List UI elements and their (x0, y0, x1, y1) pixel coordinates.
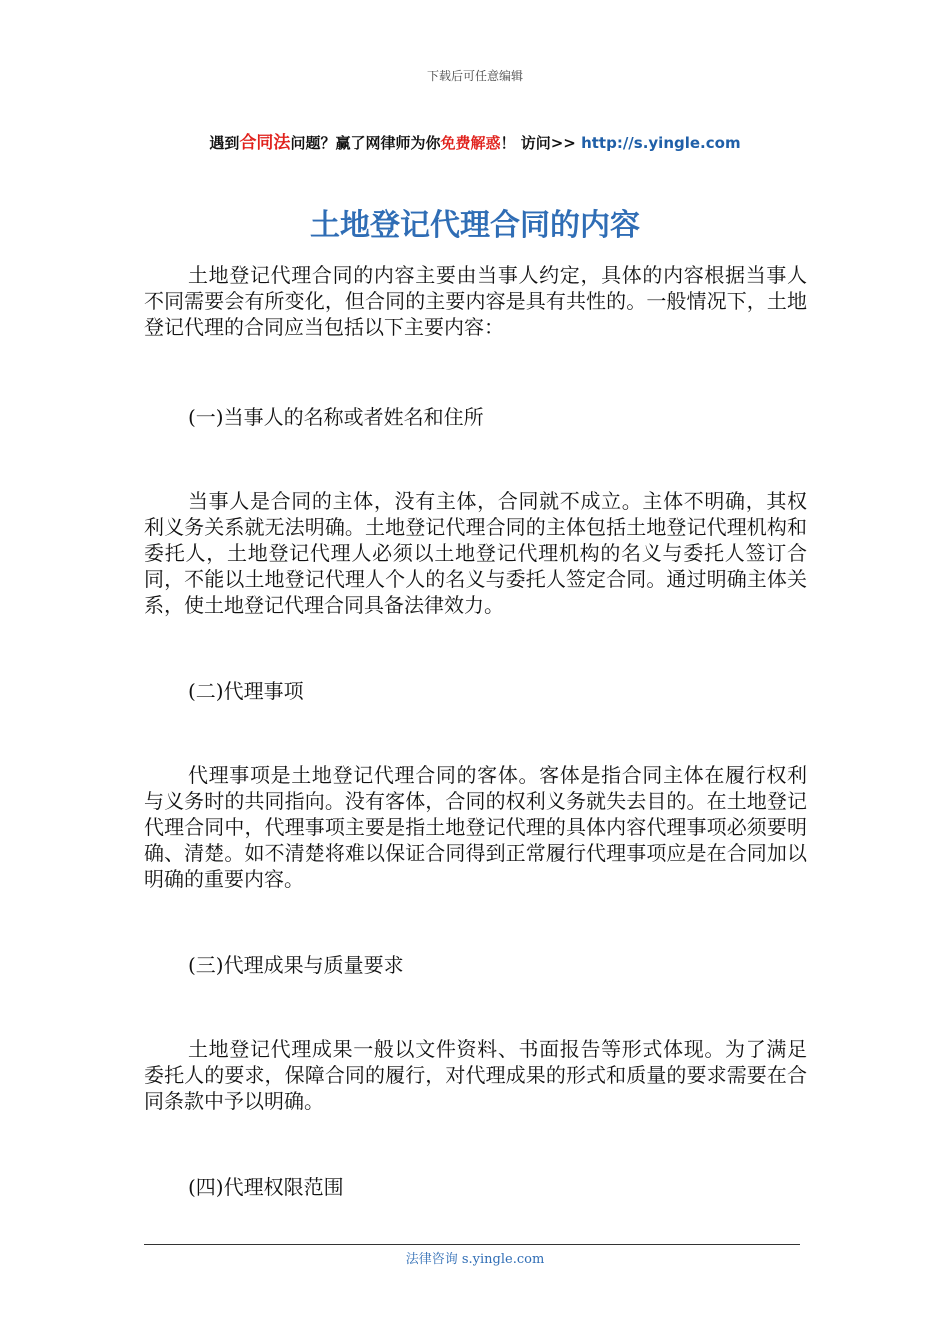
section-heading: (二)代理事项 (188, 679, 304, 703)
document-body (144, 262, 807, 1200)
intro-paragraph: 土地登记代理合同的内容主要由当事人约定，具体的内容根据当事人不同需要会有所变化，但合同的主要内容是具有共性的。一般情况下，土地登记代理的合同应当包括以下主要内容： (144, 263, 807, 339)
document-title: 土地登记代理合同的内容 (310, 208, 640, 243)
download-note: 下载后可任意编辑 (426, 69, 523, 83)
promo-link[interactable]: http://s.yingle.com (581, 134, 741, 152)
promo-text-1: 遇到 (209, 134, 240, 152)
section-paragraph: 土地登记代理成果一般以文件资料、书面报告等形式体现。为了满足委托人的要求，保障合同的履行，对代理成果的形式和质量的要求需要在合同条款中予以明确。 (144, 1037, 807, 1113)
section-heading: (三)代理成果与质量要求 (188, 953, 404, 977)
section-paragraph: 代理事项是土地登记代理合同的客体。客体是指合同主体在履行权利与义务时的共同指向。没有客体，合同的权利义务就失去目的。在土地登记代理合同中，代理事项主要是指土地登记代理的具体内容代理事项必须要明确、清楚。如不清楚将难以保证合同得到正常履行代理事项应是在合同加以明确的重要内容。 (144, 763, 807, 891)
section-heading: (一)当事人的名称或者姓名和住所 (188, 405, 484, 429)
promo-banner (0, 128, 950, 153)
section-paragraph: 当事人是合同的主体，没有主体，合同就不成立。主体不明确，其权利义务关系就无法明确。土地登记代理合同的主体包括土地登记代理机构和委托人，土地登记代理人必须以土地登记代理机构的名义与委托人签订合同，不能以土地登记代理人个人的名义与委托人签定合同。通过明确主体关系，使土地登记代理合同具备法律效力。 (144, 489, 807, 617)
section-heading: (四)代理权限范围 (188, 1175, 344, 1199)
footer-divider (144, 1244, 800, 1245)
promo-highlight-free: 免费解惑 (440, 134, 501, 152)
promo-text-3: ！ 访问>> (500, 134, 582, 152)
footer-text: 法律咨询 s.yingle.com (405, 1252, 545, 1267)
promo-highlight-law: 合同法 (239, 133, 291, 153)
promo-text-2: 问题？赢了网律师为你 (290, 134, 441, 152)
